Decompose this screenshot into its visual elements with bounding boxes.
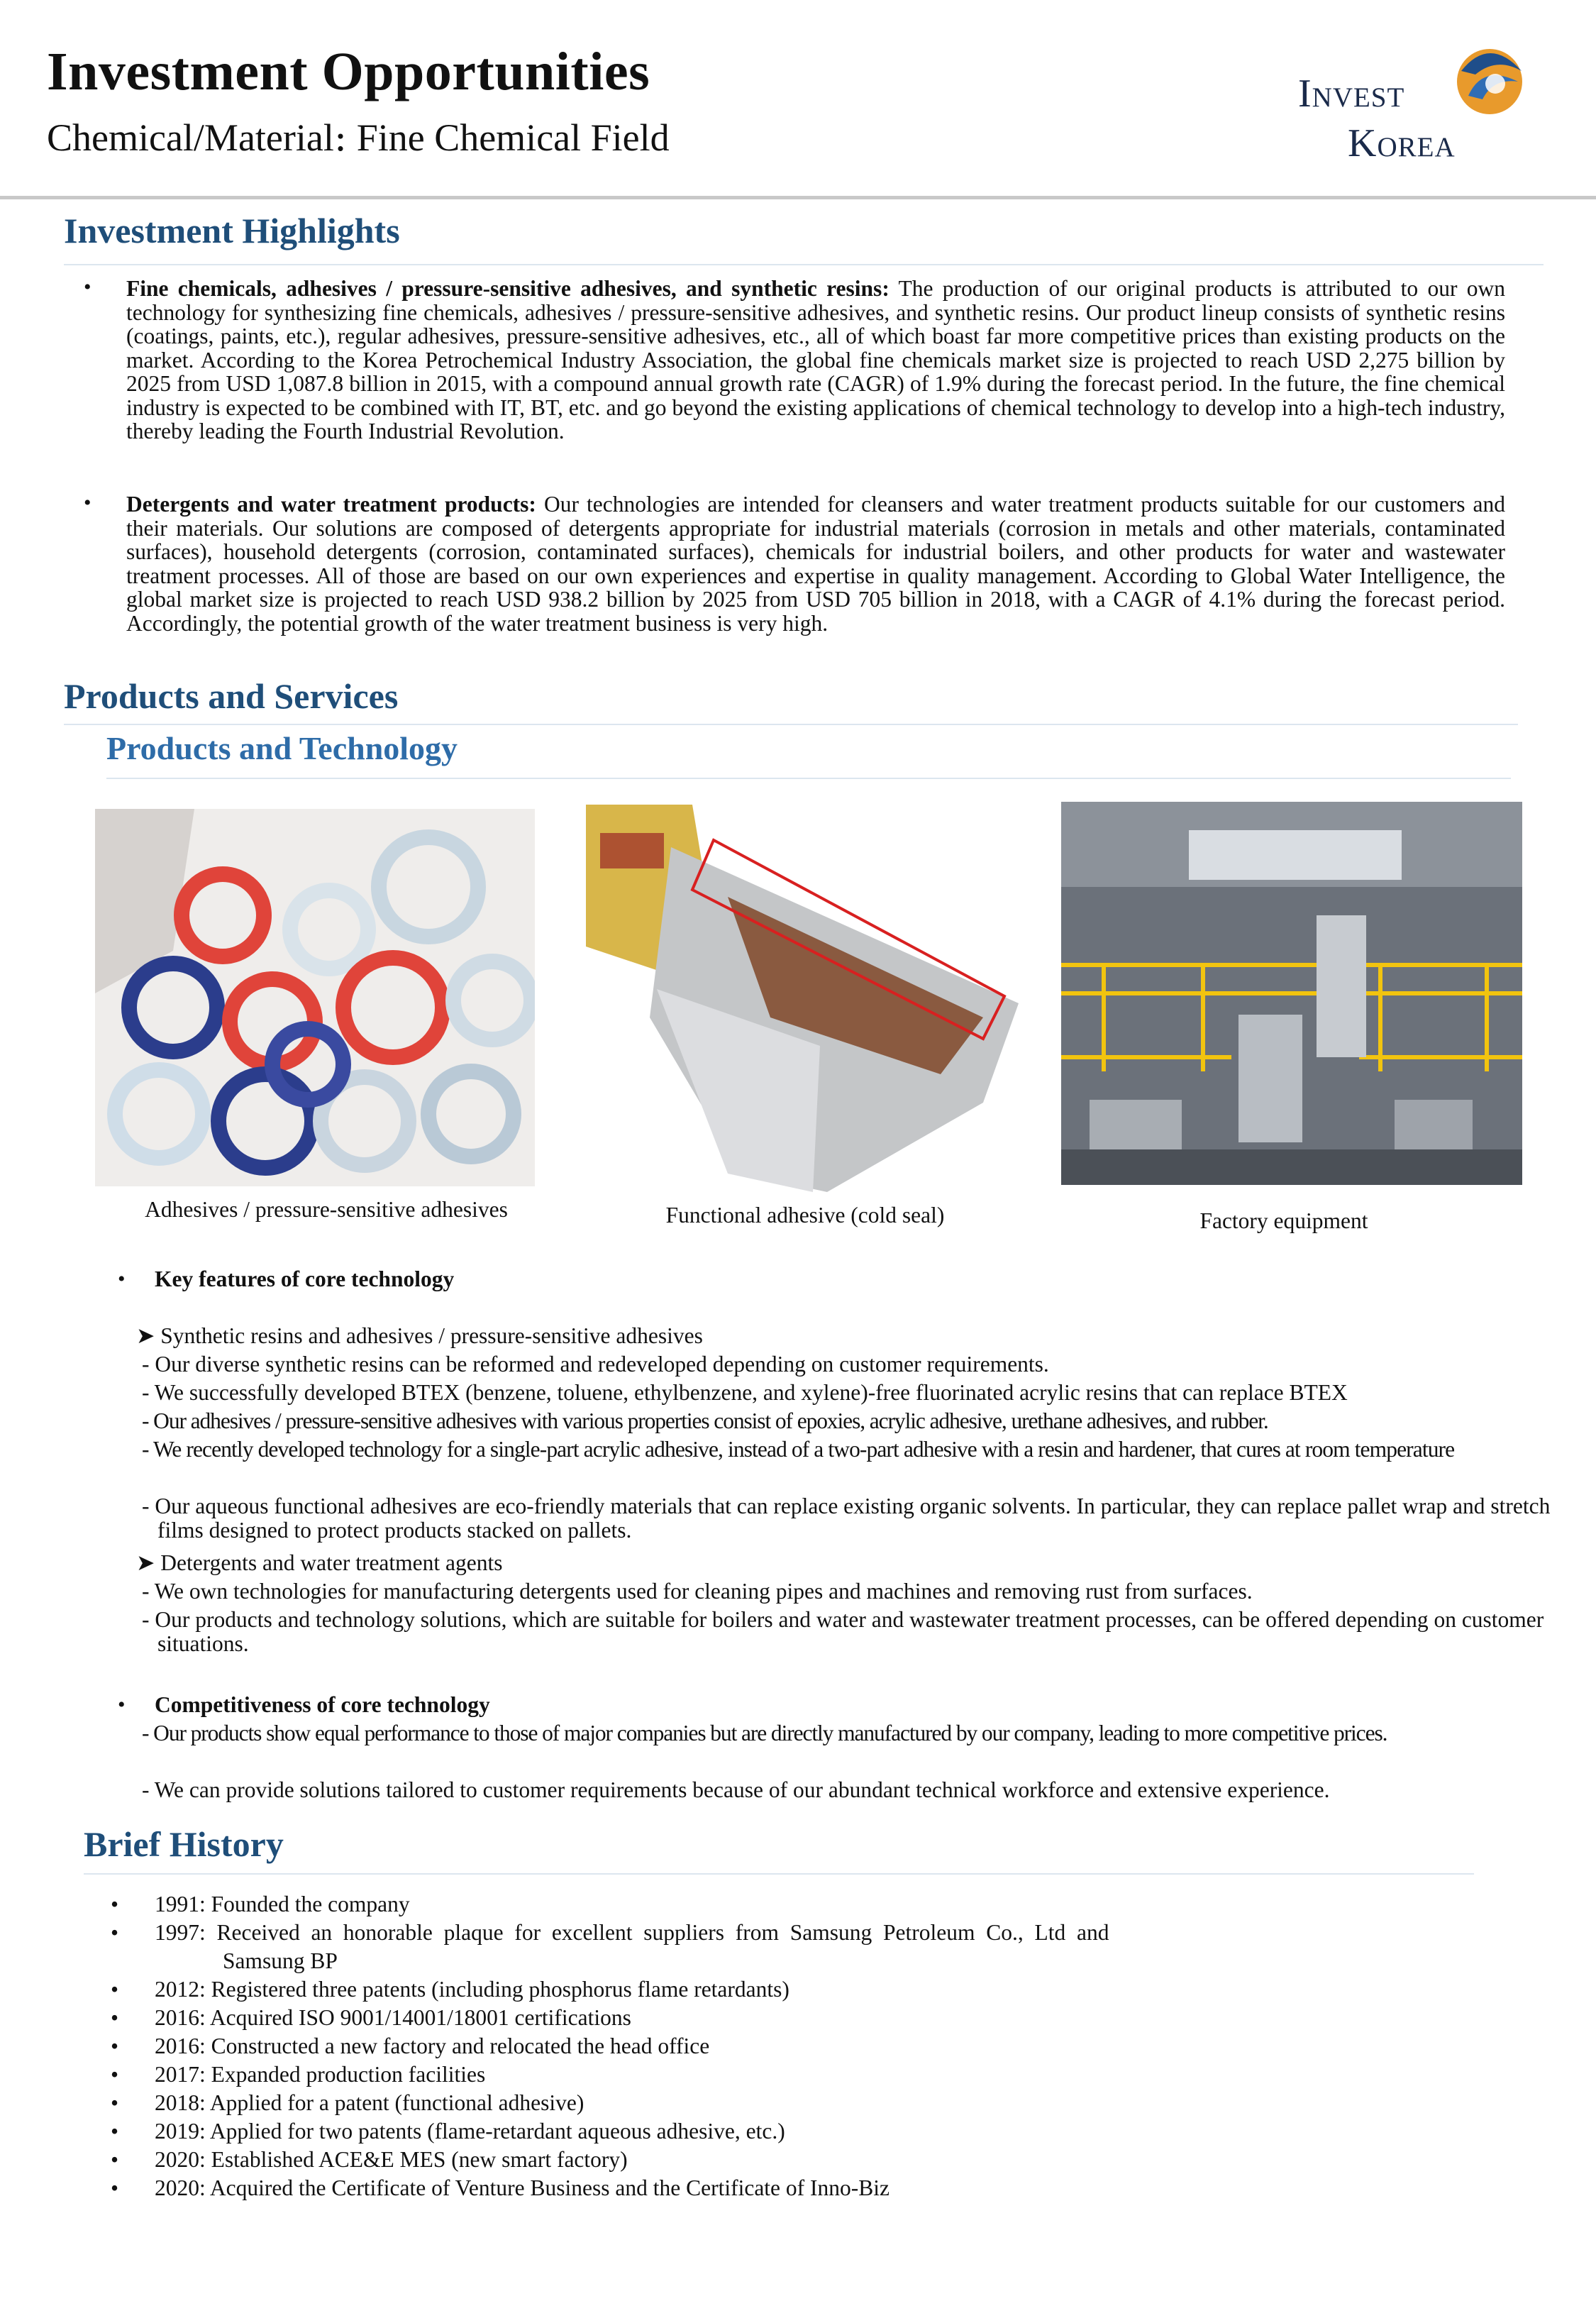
- group2-title: Detergents and water treatment agents: [160, 1550, 503, 1575]
- group1-item: - Our aqueous functional adhesives are eco-friendly materials that can replace existing organic solvents. In particular, they can replace pallet wrap and stretch films designed to protect products stacked on pallets.: [142, 1494, 1551, 1543]
- logo-text-invest: Invest: [1298, 72, 1405, 116]
- brief-history-heading: Brief History: [84, 1824, 284, 1864]
- page-title: Investment Opportunities: [47, 42, 650, 101]
- highlight-item-1-body: The production of our original products is attributed to our own technology for synthesizing fine chemicals, adhesives / pressure-sensitive adhesives, and synthetic resins. Our product lineup consists of synthetic resins (coatings, paints, etc.), regular adhesives, pressure-sensitive adhesives, etc., all of which boast far more competitive prices than existing products on the market. According to the Korea Petrochemical Industry Association, the global fine chemicals market size is projected to reach USD 2,275 billion by 2025 from USD 1,087.8 billion in 2015, with a compound annual growth rate (CAGR) of 1.9% during the forecast period. In the future, the fine chemical industry is expected to be combined with IT, BT, etc. and go beyond the existing applications of chemical technology to develop into a high-tech industry, thereby leading the Fourth Industrial Revolution.: [126, 276, 1505, 443]
- bullet: •: [118, 1693, 126, 1716]
- history-item: • 2016: Constructed a new factory and relocated the head office: [111, 2034, 710, 2058]
- caption-cold-seal: Functional adhesive (cold seal): [665, 1203, 945, 1228]
- logo-swirl-icon: [1440, 43, 1532, 121]
- group2-item: - We own technologies for manufacturing detergents used for cleaning pipes and machines and removing rust from surfaces.: [142, 1579, 1253, 1604]
- history-item: • 2017: Expanded production facilities: [111, 2062, 486, 2087]
- history-item: • 2019: Applied for two patents (flame-retardant aqueous adhesive, etc.): [111, 2119, 785, 2144]
- highlight-item-2-lead: Detergents and water treatment products:: [126, 492, 536, 517]
- group2-item: - Our products and technology solutions, which are suitable for boilers and water and wastewater treatment processes, can be offered depending on customer situations.: [142, 1607, 1544, 1656]
- key-features-title: Key features of core technology: [155, 1267, 455, 1291]
- history-item: • 2012: Registered three patents (including phosphorus flame retardants): [111, 1977, 789, 2002]
- competitiveness-item: - We can provide solutions tailored to customer requirements because of our abundant technical workforce and extensive experience.: [142, 1777, 1330, 1802]
- history-item: • 2020: Established ACE&E MES (new smart factory): [111, 2147, 628, 2172]
- history-item: • 2018: Applied for a patent (functional adhesive): [111, 2090, 584, 2115]
- competitiveness-item: - Our products show equal performance to those of major companies but are directly manufactured by our company, leading to more competitive prices.: [142, 1721, 1387, 1745]
- highlight-item-2: [126, 492, 1505, 635]
- caption-factory: Factory equipment: [1199, 1208, 1368, 1233]
- group1-title: Synthetic resins and adhesives / pressure-sensitive adhesives: [160, 1323, 703, 1348]
- history-item-continued: Samsung BP: [223, 1948, 338, 1973]
- highlight-item-1: [126, 277, 1505, 443]
- bullet: •: [84, 275, 92, 299]
- page-subtitle: Chemical/Material։ Fine Chemical Field: [47, 116, 670, 159]
- section-rule: [64, 264, 1544, 265]
- bullet: •: [84, 491, 92, 514]
- group1-item: - We successfully developed BTEX (benzene, toluene, ethylbenzene, and xylene)-free fluorinated acrylic resins that can replace BTEX: [142, 1380, 1348, 1405]
- arrow-bullet-icon: ➤: [136, 1323, 161, 1348]
- adhesive-tapes-photo: [95, 809, 535, 1186]
- history-item: • 2016: Acquired ISO 9001/14001/18001 certifications: [111, 2005, 631, 2030]
- section-rule: [84, 1873, 1474, 1875]
- highlight-item-2-body: Our technologies are intended for cleansers and water treatment products suitable for our customers and their materials. Our solutions are composed of detergents appropriate for industrial materials (corrosion in metals and other materials, contaminated surfaces), household detergents (corrosion, contaminated surfaces), chemicals for industrial boilers, and other products for water and wastewater treatment processes. All of those are based on our own experiences and expertise in quality management. According to Global Water Intelligence, the global market size is projected to reach USD 938.2 billion by 2025 from USD 705 billion in 2018, with a CAGR of 4.1% during the forecast period. Accordingly, the potential growth of the water treatment business is very high.: [126, 492, 1506, 636]
- group1-item: - Our adhesives / pressure-sensitive adhesives with various properties consist of epoxies, acrylic adhesive, urethane adhesives, and rubber.: [142, 1408, 1268, 1433]
- investment-highlights-heading: Investment Highlights: [64, 211, 400, 250]
- competitiveness-title: Competitiveness of core technology: [155, 1692, 490, 1717]
- caption-adhesives: Adhesives / pressure-sensitive adhesives: [145, 1197, 508, 1222]
- group1-item: - We recently developed technology for a single-part acrylic adhesive, instead of a two-part adhesive with a resin and hardener, that cures at room temperature: [142, 1437, 1455, 1462]
- section-rule: [106, 778, 1511, 779]
- header-divider: [0, 196, 1596, 199]
- history-item: • 1997: Received an honorable plaque for excellent suppliers from Samsung Petroleum Co., Ltd and: [111, 1920, 1109, 1945]
- history-item: • 1991: Founded the company: [111, 1892, 410, 1916]
- arrow-bullet-icon: ➤: [136, 1550, 161, 1575]
- group2-title-row: [136, 1551, 503, 1575]
- highlight-item-1-lead: Fine chemicals, adhesives / pressure-sensitive adhesives, and synthetic resins:: [126, 276, 890, 301]
- history-list: [111, 1890, 1109, 2202]
- cold-seal-adhesive-photo: [586, 805, 1024, 1192]
- factory-equipment-photo: [1061, 802, 1522, 1185]
- logo-text-korea: Korea: [1348, 121, 1456, 165]
- group1-item: - Our diverse synthetic resins can be reformed and redeveloped depending on customer requirements.: [142, 1352, 1049, 1377]
- products-services-heading: Products and Services: [64, 676, 399, 716]
- bullet: •: [118, 1267, 126, 1291]
- group1-title-row: [136, 1324, 703, 1348]
- history-item: • 2020: Acquired the Certificate of Venture Business and the Certificate of Inno-Biz: [111, 2175, 890, 2200]
- section-rule: [64, 724, 1518, 725]
- products-technology-heading: Products and Technology: [106, 730, 458, 766]
- invest-korea-logo: [1298, 43, 1539, 163]
